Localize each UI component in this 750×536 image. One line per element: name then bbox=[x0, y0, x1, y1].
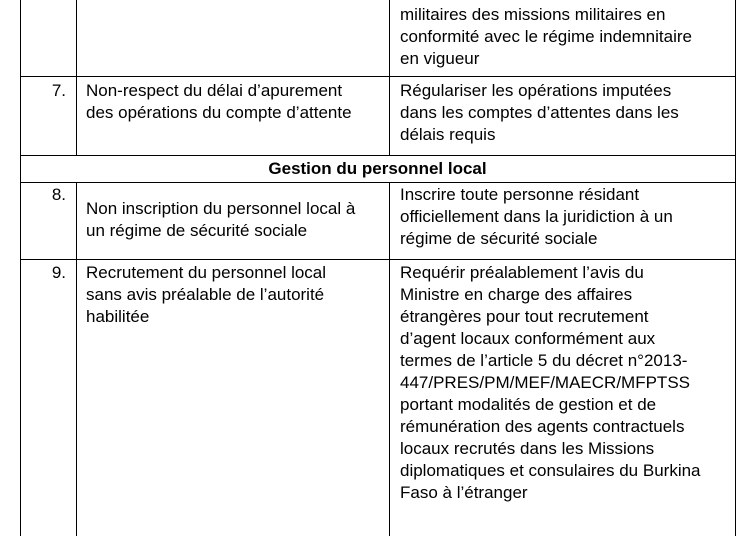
row-divider bbox=[20, 182, 735, 183]
section-heading: Gestion du personnel local bbox=[268, 159, 487, 178]
row-divider bbox=[20, 76, 735, 77]
recommendation-cell: militaires des missions militaires en conformité avec le régime indemnitaire en vigueur bbox=[400, 5, 692, 68]
column-divider-finding bbox=[389, 0, 390, 155]
table-border-right bbox=[735, 0, 736, 536]
finding-cell: Recrutement du personnel local sans avis préalable de l’autorité habilitée bbox=[86, 263, 327, 326]
row-number: 9. bbox=[51, 263, 66, 282]
recommendation-cell: Requérir préalablement l’avis du Ministre en charge des affaires étrangères pour tout recrutement d’agent locaux conformément aux termes de l’article 5 du décret n°2013- 447/PRES/PM/MEF/MAECR/MFPTSS portant modalités de gestion et de rémunération des agents contractuels locaux recrutés dans les Missions diplomatiques et consulaires du Burkina Faso à l’étranger bbox=[400, 263, 701, 502]
row-number: 7. bbox=[51, 81, 66, 100]
column-divider-number-lower bbox=[76, 182, 77, 536]
row-divider bbox=[20, 259, 735, 260]
recommendation-cell: Inscrire toute personne résidant officiellement dans la juridiction à un régime de sécurité sociale bbox=[400, 185, 673, 248]
finding-cell: Non-respect du délai d’apurement des opérations du compte d’attente bbox=[86, 81, 352, 122]
column-divider-finding-lower bbox=[389, 182, 390, 536]
row-divider bbox=[20, 155, 735, 156]
column-divider-number bbox=[76, 0, 77, 155]
finding-cell: Non inscription du personnel local à un régime de sécurité sociale bbox=[86, 199, 356, 240]
row-number: 8. bbox=[51, 185, 66, 204]
recommendation-cell: Régulariser les opérations imputées dans les comptes d’attentes dans les délais requis bbox=[400, 81, 679, 144]
